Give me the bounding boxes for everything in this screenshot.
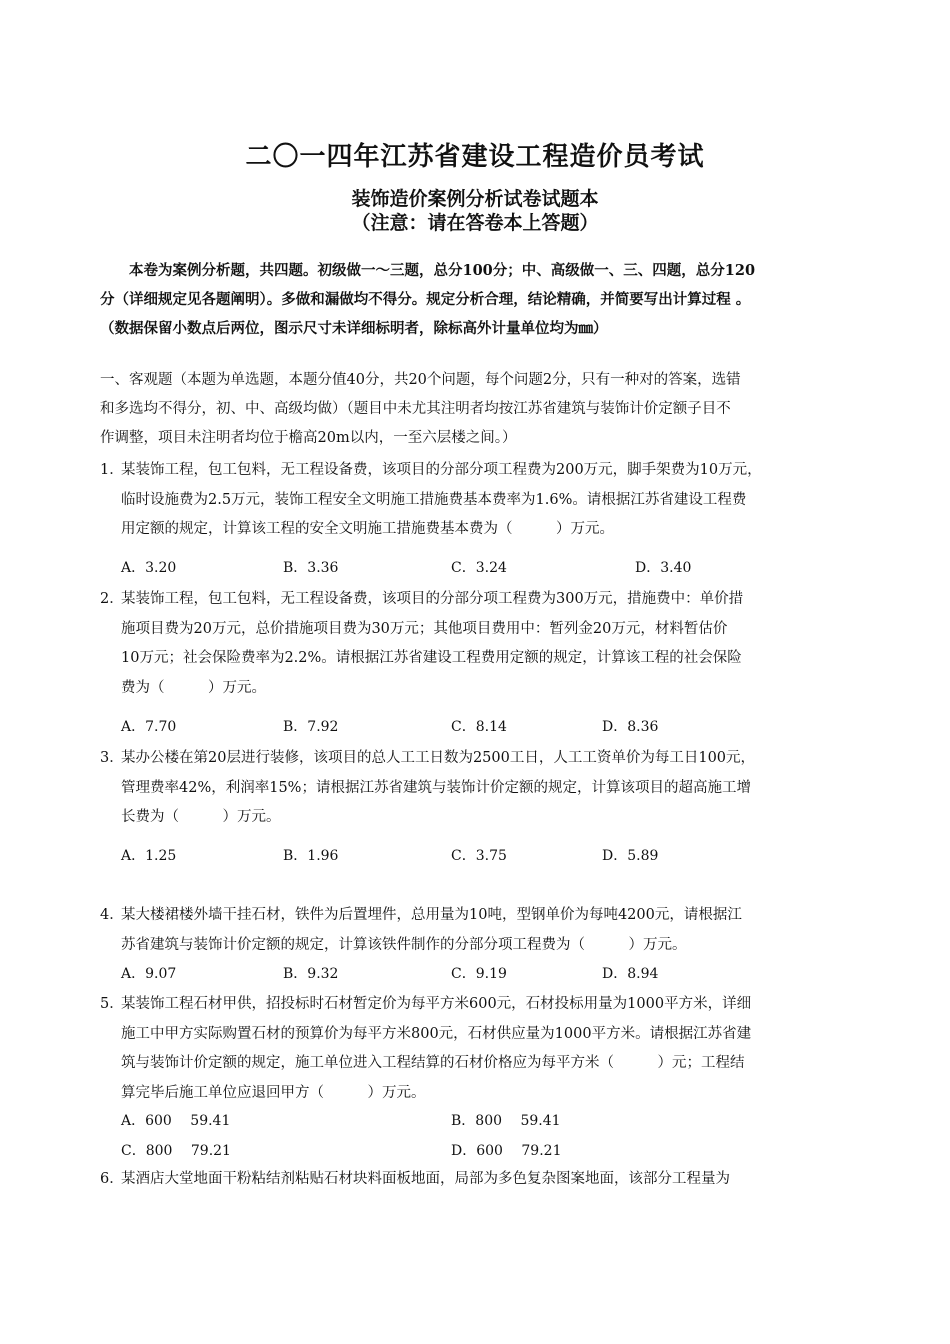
option-a: A．9.07 [121,966,177,982]
options-row [121,1110,821,1132]
options-row [121,845,821,867]
option-c: C．8.14 [451,719,507,735]
question-line: 某装饰工程，包工包料，无工程设备费，该项目的分部分项工程费为200万元，脚手架费为10万元， [121,462,762,478]
question-number: 1． [100,462,124,478]
question-line: 苏省建筑与装饰计价定额的规定，计算该铁件制作的分部分项工程费为（ ）万元。 [121,936,687,953]
section-line: 一、客观题（本题为单选题，本题分值40分，共20个问题，每个问题2分，只有一种对的答案，选错 [100,372,741,388]
option-d: D．3.40 [635,560,692,576]
question-line: 某装饰工程石材甲供，招投标时石材暂定价为每平方米600元，石材投标用量为1000平方米，详细 [121,996,752,1012]
instructions-line: 分（详细规定见各题阐明）。多做和漏做均不得分。规定分析合理，结论精确，并简要写出计算过程 。 [100,291,751,308]
option-d: D．8.94 [602,966,659,982]
question-number: 6． [100,1171,124,1187]
page-subtitle: 装饰造价案例分析试卷试题本 [351,188,599,210]
option-c: C．3.75 [451,848,507,864]
option-b: B．9.32 [283,966,339,982]
option-b: B．7.92 [283,719,339,735]
question-number: 4． [100,907,124,923]
page-note: （注意：请在答卷本上答题） [351,212,599,234]
section-heading [100,366,854,453]
option-c: C．800 79.21 [121,1143,231,1159]
question-line: 某酒店大堂地面干粉粘结剂粘贴石材块料面板地面，局部为多色复杂图案地面，该部分工程量为 [121,1171,730,1187]
question-5 [100,990,854,1108]
option-b: B．800 59.41 [451,1113,561,1129]
section-line: 作调整，项目未注明者均位于檐高20m以内，一至六层楼之间。） [100,430,517,446]
question-line: 费为（ ）万元。 [121,679,266,696]
question-line: 某装饰工程，包工包料，无工程设备费，该项目的分部分项工程费为300万元，措施费中：单价措 [121,591,744,607]
section-line: 和多选均不得分，初、中、高级均做）（题目中未尤其注明者均按江苏省建筑与装饰计价定额子目不 [100,401,731,417]
question-line: 长费为（ ）万元。 [121,809,281,825]
instructions [100,256,854,343]
options-row [121,963,821,985]
question-line: 10万元；社会保险费率为2.2%。请根据江苏省建设工程费用定额的规定，计算该工程的社会保险 [121,650,742,666]
question-number: 2． [100,591,124,607]
option-d: D．8.36 [602,719,659,735]
option-a: A．1.25 [121,848,177,864]
instructions-line: （数据保留小数点后两位，图示尺寸未详细标明者，除标高外计量单位均为㎜） [100,320,608,337]
question-line: 施项目费为20万元，总价措施项目费为30万元；其他项目费用中：暂列金20万元，材料暂估价 [121,620,728,637]
option-b: B．3.36 [283,560,339,576]
option-d: D．5.89 [602,848,659,864]
question-line: 某大楼裙楼外墙干挂石材，铁件为后置埋件，总用量为10吨，型钢单价为每吨4200元，请根据江 [121,907,742,923]
question-line: 筑与装饰计价定额的规定，施工单位进入工程结算的石材价格应为每平方米（ ）元；工程结 [121,1055,745,1071]
question-line: 施工中甲方实际购置石材的预算价为每平方米800元，石材供应量为1000平方米。请根据江苏省建 [121,1025,752,1042]
question-line: 算完毕后施工单位应退回甲方（ ）万元。 [121,1084,426,1101]
options-row [121,716,821,738]
question-line: 临时设施费为2.5万元，装饰工程安全文明施工措施费基本费率为1.6%。请根据江苏省建设工程费 [121,491,747,508]
question-number: 3． [100,750,124,766]
option-b: B．1.96 [283,848,339,864]
option-a: A．7.70 [121,719,177,735]
options-row [121,557,821,579]
question-line: 某办公楼在第20层进行装修，该项目的总人工工日数为2500工日，人工工资单价为每工日100元， [121,750,756,766]
page-title: 二〇一四年江苏省建设工程造价员考试 [245,142,705,172]
option-c: C．9.19 [451,966,507,982]
option-a: A．600 59.41 [121,1113,231,1129]
question-1 [100,456,854,545]
option-c: C．3.24 [451,560,507,576]
question-3 [100,744,854,833]
option-d: D．600 79.21 [451,1143,562,1159]
instructions-line: 本卷为案例分析题，共四题。初级做一～三题，总分100分；中、高级做一、三、四题，总分120 [129,262,756,279]
question-2 [100,585,854,703]
question-6 [100,1165,854,1195]
options-row [121,1140,821,1162]
option-a: A．3.20 [121,560,177,576]
question-line: 用定额的规定，计算该工程的安全文明施工措施费基本费为（ ）万元。 [121,521,614,537]
question-line: 管理费率42%，利润率15%；请根据江苏省建筑与装饰计价定额的规定，计算该项目的超高施工增 [121,779,751,796]
question-4 [100,901,854,960]
question-number: 5． [100,996,124,1012]
